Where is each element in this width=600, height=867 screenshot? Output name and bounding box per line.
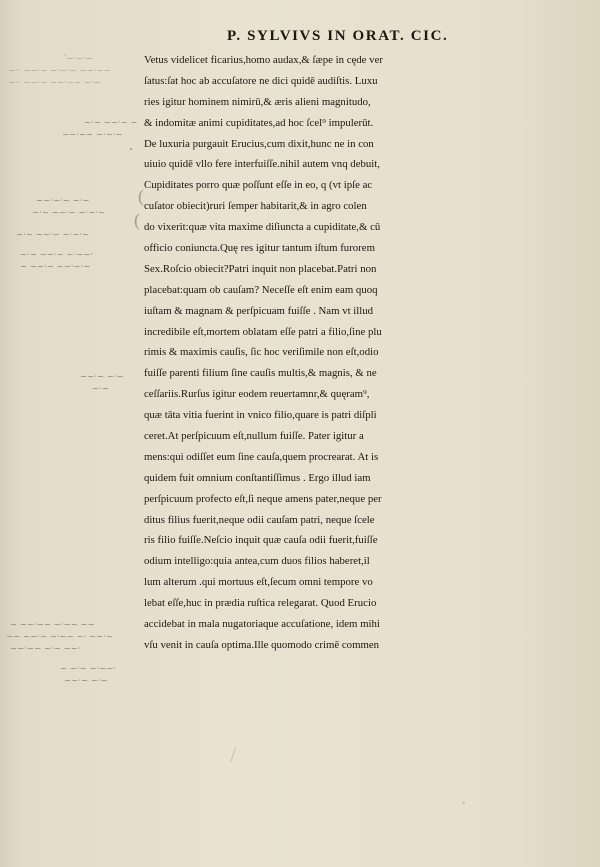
text-line: uiuio quidē vllo fere interfuiſſe.nihil autem vnq debuit, — [144, 158, 380, 171]
ink-mark: · — [460, 790, 468, 815]
marginal-annotation: ~·~ ~~·~ ~ — [84, 118, 138, 128]
marginal-annotation: ~·· ~~·~ ~·~·~ ~~·~~ — [8, 66, 111, 76]
text-line: incredibile eſt,mortem oblatam eſſe patri a filio,ſine plu — [144, 325, 382, 338]
text-line: & indomitæ animi cupiditates,ad hoc ſcel⁹ impulerūt. — [144, 116, 374, 129]
text-line: Sex.Roſcio obiecit?Patri inquit non placebat.Patri non — [144, 262, 377, 275]
marginal-annotation: ~~·~·~ ~·~ — [36, 196, 90, 206]
text-line: ris filio fuiſſe.Neſcio inquit quæ cauſa odii fuerit,fuiſſe — [144, 534, 378, 547]
marginal-annotation: ~ ~·~ ~·~~· — [60, 664, 117, 674]
marginal-annotation: ~~·~~ ~·~ ~~· — [10, 644, 81, 654]
text-line: lum alterum .qui mortuus eſt,ſecum omni tempore vo — [144, 576, 373, 589]
marginal-annotation: ~·~ ~~·~ ~·~~· — [20, 250, 94, 260]
marginal-annotation: ~·~ ~~·~ ~·~·~ — [32, 208, 106, 218]
text-line: do vixerit:quæ vita maxime diſiuncta a cupiditate,& cū — [144, 221, 381, 234]
text-line: cuſator obiecit)ruri ſemper habitarit,& in agro colen — [144, 200, 367, 213]
marginal-annotation: ~~ ~~·~ ~·~~ ~· ~~·~ — [6, 632, 114, 642]
text-line: fuiſſe parenti filium ſine cauſis multis,& magnis, & ne — [144, 367, 377, 380]
marginal-bracket: ( — [138, 186, 144, 206]
marginal-bracket: ( — [134, 210, 140, 230]
text-line: ſatus:ſat hoc ab accuſatore ne dici quidē audiſtis. Luxu — [144, 74, 378, 87]
marginal-annotation: ~ ~~·~ ~~·~·~ — [20, 262, 91, 272]
text-line: vſu venit in cauſa optima.Ille quomodo crimē commen — [144, 638, 380, 651]
text-line: ceſſariis.Rurſus igitur eodem reuertamnr,& quęram⁹, — [144, 388, 370, 401]
running-header: P. SYLVIVS IN ORAT. CIC. — [227, 28, 449, 44]
ink-mark: / — [230, 742, 237, 767]
text-line: perſpicuum profecto eſt,ſi neque amens pater,neque per — [144, 492, 382, 505]
latin-text-block — [144, 50, 590, 656]
text-line: odium intelligo:quia antea,cum duos filios haberet,il — [144, 555, 370, 568]
text-line: mens:qui odiſſet eum ſine cauſa,quem procrearat. At is — [144, 450, 379, 463]
marginal-annotation: ~·~ — [92, 384, 109, 394]
marginal-annotation: ~~·~~ ~·~·~ — [62, 130, 123, 140]
text-line: Cupiditates porro quæ poſſunt eſſe in eo, q (vt ipſe ac — [144, 179, 373, 192]
marginal-annotation: ~~·~ ~·~ — [80, 372, 124, 382]
text-line: placebat:quam ob cauſam? Neceſſe eſt enim eam quoq — [144, 283, 378, 296]
text-line: quæ tāta vitia fuerint in vnico filio,quare is patri diſpli — [144, 409, 377, 422]
text-line: ceret.At perſpicuum eſt,nullum fuiſſe. Pater igitur a — [144, 430, 364, 443]
text-line: iuſtam & magnam & perſpicuam fuiſſe . Nam vt illud — [144, 304, 374, 317]
text-line: quidem fuit omnium conſtantiſſimus . Ergo illud iam — [144, 471, 371, 484]
text-line: De luxuria purgauit Erucius,cum dixit,hunc ne in con — [144, 137, 374, 150]
text-line: lebat eſſe,huc in prædia ruſtica relegarat. Quod Erucio — [144, 597, 377, 610]
text-line: ditus filius fuerit,neque odii cauſam patri, neque ſcele — [144, 513, 375, 526]
marginal-mark: · — [128, 139, 134, 159]
marginal-annotation: ~·· ~~·~ ~~·~~ ~·~ — [8, 78, 101, 88]
text-line: Vetus videlicet ficarius,homo audax,& ſæpe in cęde ver — [144, 54, 383, 66]
text-line: officio coniuncta.Quę res igitur tantum iſtum furorem — [144, 242, 375, 255]
text-line: ries igitur hominem nimirū,& æris alieni magnitudo, — [144, 95, 371, 108]
marginal-annotation: ˜~·~·~ — [62, 54, 94, 64]
marginal-annotation: ~ ~~·~~ ~·~~ ~~ — [10, 620, 95, 630]
text-line: accidebat in mala nugatoriaque accuſatione, idem mihi — [144, 618, 380, 631]
marginal-annotation: ~~·~ ~·~ — [64, 676, 108, 686]
marginal-annotation: ~·~ ~~·~ ~·~·~ — [16, 230, 90, 240]
text-line: rimis & maximis cauſis, ſic hoc veriſimile non eſt,odio — [144, 346, 379, 359]
